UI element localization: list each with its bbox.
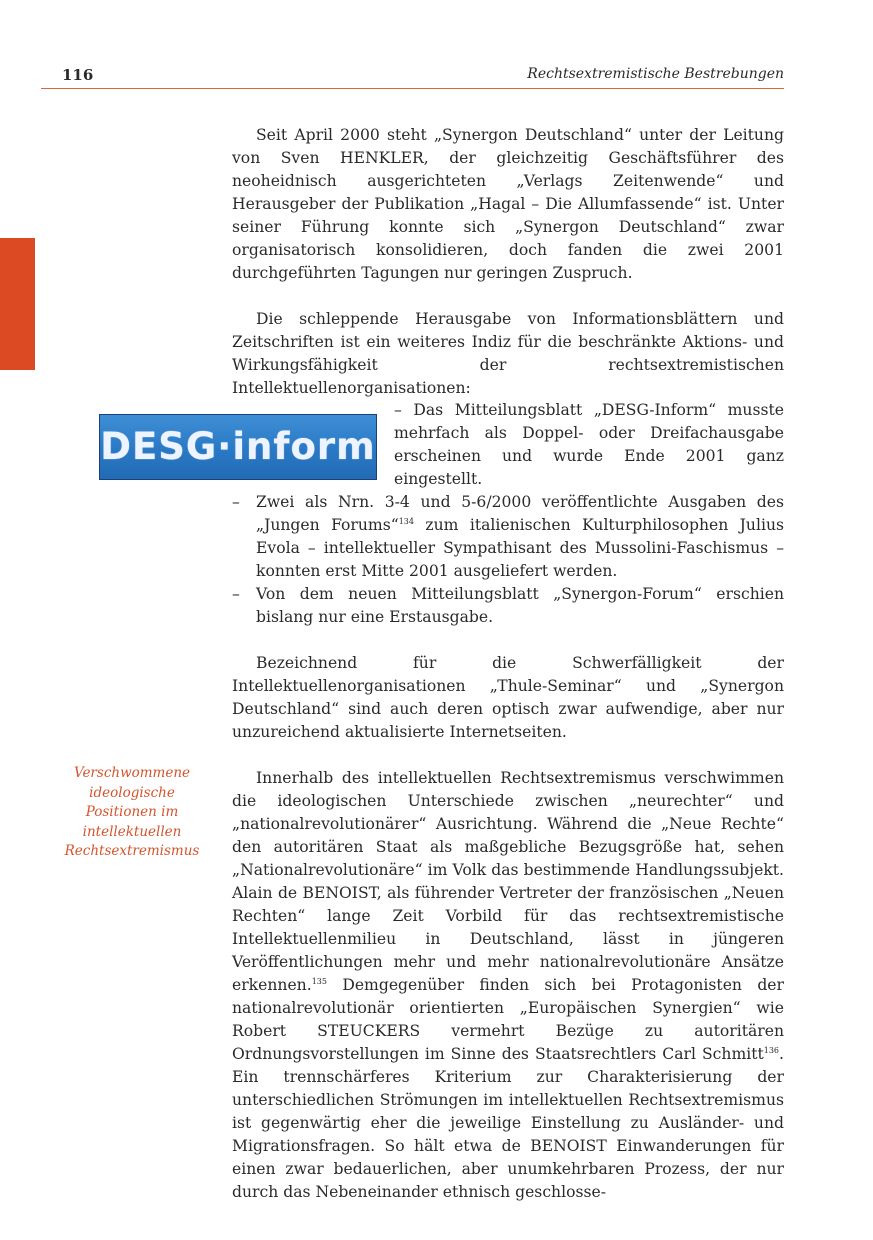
list-item-synergon-forum bbox=[232, 583, 784, 629]
list-item-text-cont: zum italienischen Kulturphilosophen Julius Evola – intellektueller Sympathisant des Mussolini-Faschismus – konnten erst Mitte 2001 ausgeliefert werden. bbox=[256, 516, 784, 580]
list-item-junges-forum bbox=[232, 491, 784, 583]
body-text-lower bbox=[232, 652, 784, 1204]
logo-background bbox=[99, 414, 377, 480]
page-number: 116 bbox=[62, 66, 94, 84]
logo-text: DESG·inform bbox=[100, 425, 376, 468]
paragraph-internet-sites: Bezeichnend für die Schwerfälligkeit der Intellektuellenorganisationen „Thule-Seminar“ und „Synergon Deutschland“ sind auch deren optisch zwar aufwendige, aber nur unzureichend aktualisierte Internetseiten. bbox=[232, 654, 784, 741]
footnote-ref-136: 136 bbox=[763, 1046, 780, 1055]
margin-note-line: Verschwommene bbox=[73, 765, 191, 781]
paragraph-synergon-leadership: Seit April 2000 steht „Synergon Deutschland“ unter der Leitung von Sven HENKLER, der gleichzeitig Geschäftsführer des neoheidnisch ausgerichteten „Verlags Zeitenwende“ und Herausgeber der Publikation „Hagal – Die Allumfassende“ ist. Unter seiner Führung konnte sich „Synergon Deutschland“ zwar organisatorisch konsolidieren, doch fanden die zwei 2001 durchgeführten Tagungen nur geringen Zuspruch. bbox=[232, 126, 784, 282]
paragraph-text: Innerhalb des intellektuellen Rechtsextremismus verschwimmen die ideologischen Unterschiede zwischen „neurechter“ und „nationalrevolutionärer“ Ausrichtung. Während die „Neue Rechte“ den autoritären Staat als maßgebliche Bezugsgröße hat, sehen „Nationalrevolutionäre“ im Volk das bestimmende Handlungssubjekt. Alain de BENOIST, als führender Vertreter der französischen „Neuen Rechten“ lange Zeit Vorbild für das rechtsextremistische Intellektuellenmilieu in Deutschland, lässt in jüngeren Veröffentlichungen mehr und mehr nationalrevolutionäre Ansätze erkennen. bbox=[232, 769, 784, 994]
margin-note-line: intellektuellen bbox=[82, 823, 182, 840]
body-text-upper bbox=[232, 124, 784, 400]
desg-inform-logo bbox=[99, 414, 377, 480]
running-title: Rechtsextremistische Bestrebungen bbox=[527, 66, 784, 82]
margin-note bbox=[62, 764, 202, 862]
footnote-ref-134: 134 bbox=[398, 517, 414, 526]
margin-note-line: Positionen im bbox=[85, 804, 179, 820]
chapter-tab-marker bbox=[0, 238, 35, 370]
margin-note-line: ideologische bbox=[89, 784, 175, 801]
paragraph-text-cont: Demgegenüber finden sich bei Protagonisten der nationalrevolutionär orientierten „Europäischen Synergien“ wie Robert STEUCKERS vermehrt Bezüge zu autoritären Ordnungsvorstellungen im Sinne des Staatsrechtlers Carl Schmitt bbox=[232, 976, 784, 1063]
page-header bbox=[41, 66, 784, 89]
paragraph-ideological-positions bbox=[232, 767, 784, 1204]
list-dash: – bbox=[232, 585, 240, 603]
list-dash: – bbox=[394, 401, 402, 419]
paragraph-text-end: . Ein trennschärferes Kriterium zur Charakterisierung der unterschiedlichen Strömungen im intellektuellen Rechtsextremismus ist gegenwärtig eher die jeweilige Einstellung zu Ausländer- und Migrationsfragen. So hält etwa de BENOIST Einwanderungen für einen zwar bedauerlichen, aber unumkehrbaren Prozess, der nur durch das Nebeneinander ethnisch geschlosse- bbox=[232, 1045, 784, 1201]
paragraph-publications: Die schleppende Herausgabe von Informationsblättern und Zeitschriften ist ein weiteres Indiz für die beschränkte Aktions- und Wirkungsfähigkeit der rechtsextremistischen Intellektuellenorganisationen: bbox=[232, 310, 784, 397]
list-item-text: Zwei als Nrn. 3-4 und 5-6/2000 veröffentlichte Ausgaben des „Jungen Forums“ bbox=[256, 493, 784, 534]
list-dash: – bbox=[232, 493, 240, 511]
publication-list bbox=[232, 491, 784, 629]
list-item-text: Das Mitteilungsblatt „DESG-Inform“ musste mehrfach als Doppel- oder Dreifachausgabe erscheinen und wurde Ende 2001 ganz eingestellt. bbox=[394, 401, 784, 488]
list-item-text: Von dem neuen Mitteilungsblatt „Synergon-Forum“ erschien bislang nur eine Erstausgabe. bbox=[256, 585, 784, 626]
footnote-ref-135: 135 bbox=[311, 977, 327, 986]
list-item-desg-inform bbox=[394, 399, 784, 491]
margin-note-line: Rechtsextremismus bbox=[64, 843, 200, 859]
